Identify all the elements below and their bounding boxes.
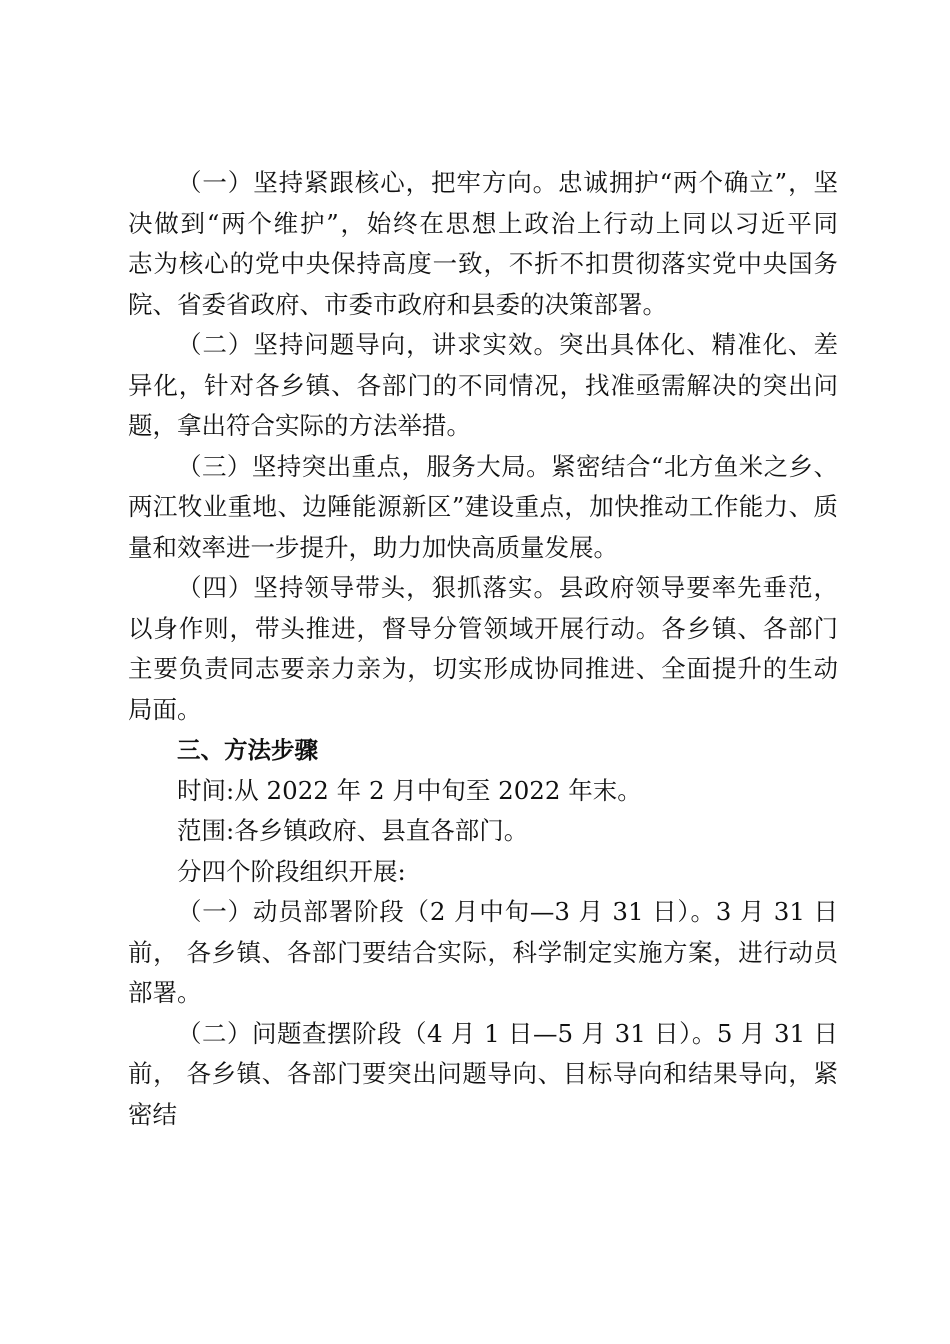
stages-intro: 分四个阶段组织开展: — [177, 856, 406, 886]
document-page — [128, 163, 863, 1135]
stage-paragraph-1: （一）动员部署阶段（2 月中旬—3 月 31 日）。3 月 31 日前， 各乡镇、各部门要结合实际，科学制定实施方案，进行动员部署。 — [128, 897, 838, 1007]
principle-paragraph-4: （四）坚持领导带头，狠抓落实。县政府领导要率先垂范，以身作则，带头推进，督导分管领域开展行动。各乡镇、各部门 主要负责同志要亲力亲为，切实形成协同推进、全面提升的生动 局面。 — [128, 573, 838, 724]
principle-paragraph-2: （二）坚持问题导向，讲求实效。突出具体化、精准化、差异化，针对各乡镇、各部门的不同情况，找准亟需解决的突出问 题，拿出符合实际的方法举措。 — [128, 330, 838, 440]
principle-paragraph-3: （三）坚持突出重点，服务大局。紧密结合“北方鱼米之乡、 两江牧业重地、边陲能源新区”建设重点，加快推动工作能力、质量和效率进一步提升，助力加快高质量发展。 — [128, 451, 838, 562]
time-line: 时间:从 2022 年 2 月中旬至 2022 年末。 — [177, 775, 642, 805]
principle-paragraph-1: （一）坚持紧跟核心，把牢方向。忠诚拥护“两个确立”，坚决做到“两个维护”，始终在思想上政治上行动上同以习近平同 志为核心的党中央保持高度一致，不折不扣贯彻落实党中央国务 院、省委省政府、市委市政府和县委的决策部署。 — [128, 168, 863, 319]
stage-paragraph-2: （二）问题查摆阶段（4 月 1 日—5 月 31 日）。5 月 31 日前， 各乡镇、各部门要突出问题导向、目标导向和结果导向，紧密结 — [128, 1018, 838, 1129]
section-heading: 三、方法步骤 — [177, 736, 318, 764]
scope-line: 范围:各乡镇政府、县直各部门。 — [177, 816, 529, 845]
